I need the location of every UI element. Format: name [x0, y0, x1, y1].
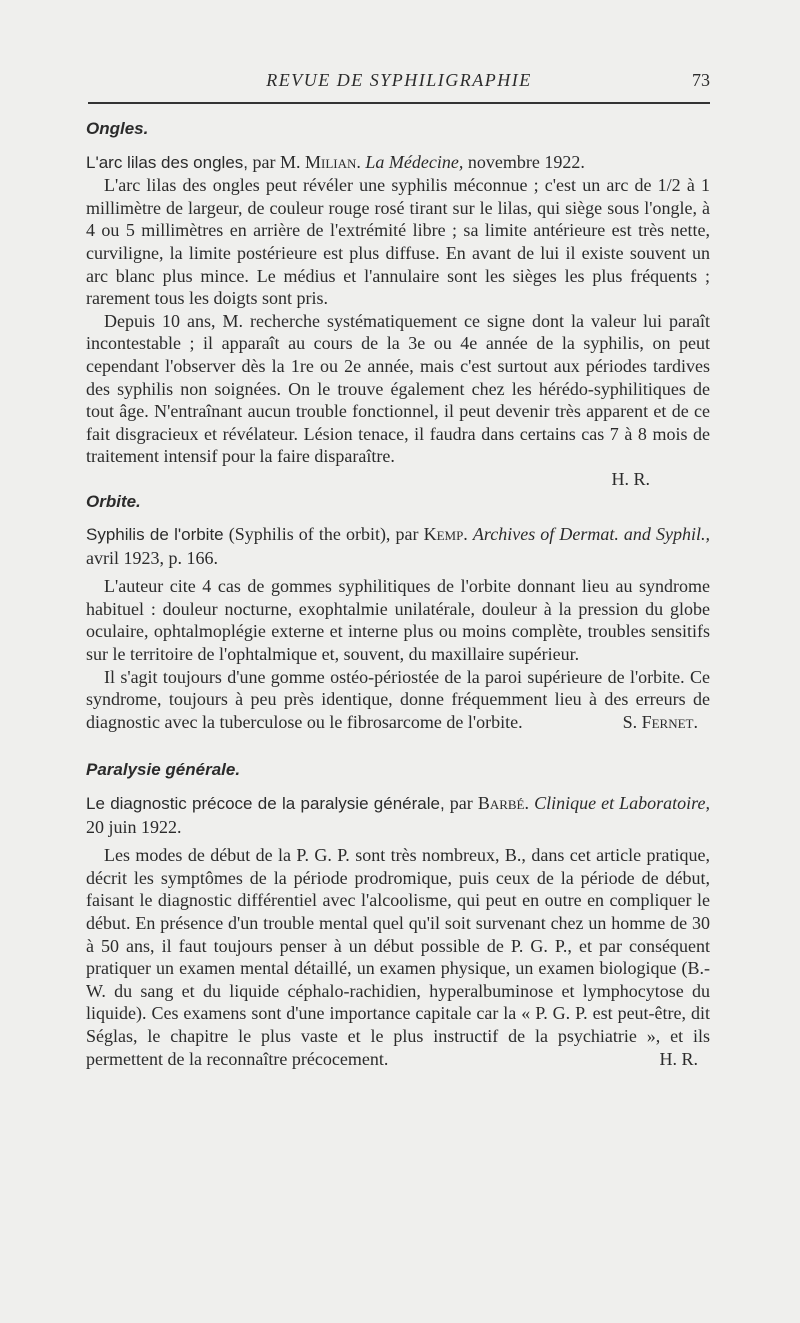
section-heading-orbite: Orbite.	[86, 491, 141, 511]
section-heading-ongles: Ongles.	[86, 119, 149, 138]
reference-author: Barbé.	[477, 793, 529, 814]
page-number: 73	[692, 70, 710, 90]
section-heading-paralysie: Paralysie générale.	[86, 760, 241, 780]
reference-date: avril 1923, p. 166.	[86, 547, 218, 568]
paragraph	[86, 666, 710, 734]
reference-journal: Clinique et Laboratoire,	[534, 793, 711, 814]
reference-date: novembre 1922.	[467, 151, 585, 172]
running-head	[88, 70, 710, 98]
reference-title: L'arc lilas des ongles,	[86, 152, 248, 172]
signature: H. R.	[659, 1048, 698, 1069]
reference-journal: Archives of Dermat. and Syphil.,	[472, 524, 710, 545]
reference-title: Le diagnostic précoce de la paralysie générale,	[86, 794, 445, 814]
reference-date: 20 juin 1922.	[86, 816, 182, 837]
reference-author: Kemp.	[423, 524, 468, 545]
reference-paralysie	[86, 792, 710, 838]
article-body	[86, 118, 710, 1070]
paragraph: L'auteur cite 4 cas de gommes syphilitiques de l'orbite donnant lieu au syndrome habituel : douleur nocturne, exophtalmie unilatérale, douleur à la pression du globe oculaire, ophtalmoplégie externe et interne plus ou moins complète, troubles sensitifs sur le territoire de l'ophtalmique et, souvent, du maxillaire supérieur.	[86, 576, 710, 665]
journal-title: REVUE DE SYPHILIGRAPHIE	[266, 70, 532, 90]
reference-by: par M.	[252, 151, 301, 172]
reference-title: Syphilis de l'orbite	[86, 525, 224, 545]
reference-author: Milian.	[305, 151, 361, 172]
signature: S. Fernet.	[622, 711, 698, 732]
reference-ongles	[86, 151, 710, 175]
reference-orbite	[86, 523, 710, 569]
reference-by: par	[449, 793, 473, 814]
header-rule	[88, 102, 710, 104]
paragraph-text: Il s'agit toujours d'une gomme ostéo-périostée de la paroi supérieure de l'orbite. Ce syndrome, toujours à peu près identique, donne fréquemment lieu à des erreurs de diagnostic avec la tuberculose ou le fibrosarcome de l'orbite.	[86, 666, 710, 732]
reference-by: (Syphilis of the orbit), par	[228, 524, 419, 545]
reference-journal: La Médecine,	[365, 151, 464, 172]
paragraph: Depuis 10 ans, M. recherche systématiquement ce signe dont la valeur lui paraît incontestable ; il apparaît au cours de la 3e ou 4e année de la syphilis, on peut cependant l'observer dès la 1re ou 2e année, mais c'est surtout aux périodes tardives des syphilis non soignées. On le trouve également chez les hérédo-syphilitiques de tout âge. N'entraînant aucun trouble fonctionnel, il peut devenir très apparent et de ce fait disgracieux et révélateur. Lésion tenace, il faudra dans certains cas 7 à 8 mois de traitement intensif pour la faire disparaître.	[86, 310, 710, 467]
paragraph	[86, 844, 710, 1070]
paragraph-text: Les modes de début de la P. G. P. sont très nombreux, B., dans cet article pratique, décrit les symptômes de la période prodromique, puis ceux de la période de début, faisant le diagnostic différentiel avec l'alcoolisme, qui peut en outre en compliquer le début. En présence d'un trouble mental quel qu'il soit survenant chez un homme de 30 à 50 ans, il faut toujours penser à un début possible de P. G. P., et par conséquent pratiquer un examen mental détaillé, un examen physique, un examen biologique (B.-W. du sang et du liquide céphalo-rachidien, hyperalbuminose et lymphocytose du liquide). Ces examens sont d'une importance capitale car la « P. G. P. est peut-être, dit Séglas, le chapitre le plus vaste et le plus instructif de la psychiatrie », et ils permettent de la reconnaître précocement.	[86, 845, 710, 1069]
paragraph: L'arc lilas des ongles peut révéler une syphilis méconnue ; c'est un arc de 1/2 à 1 millimètre de largeur, de couleur rouge rosé tirant sur le lilas, qui siège sous l'ongle, à 4 ou 5 millimètres en arrière de l'extrémité libre ; sa limite antérieure est très nette, curviligne, la limite postérieure est plus diffuse. En avant de lui il existe souvent un arc blanc plus mince. Le médius et l'annulaire sont les sièges les plus fréquents ; rarement tous les doigts sont pris.	[86, 175, 710, 309]
signature: H. R.	[611, 468, 650, 489]
